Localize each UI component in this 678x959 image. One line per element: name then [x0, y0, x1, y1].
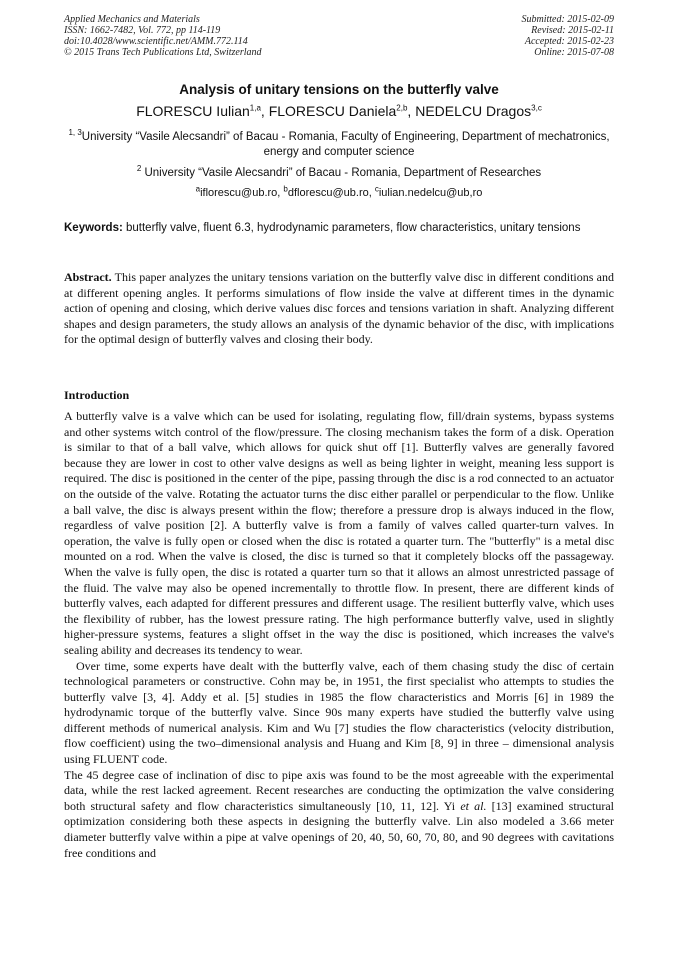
email-sup: b [283, 184, 288, 194]
journal-name: Applied Mechanics and Materials [64, 14, 200, 25]
journal-info-header [64, 14, 262, 58]
intro-paragraph-3-emphasis: et al. [460, 798, 487, 813]
author-sup: 1,a [249, 103, 261, 113]
author-name: FLORESCU Daniela [268, 103, 397, 119]
intro-paragraph-3-text-cont: [13] examined structural optimization considering both these aspects in designing the butterfly valve. Lin also modeled a 3.66 meter diameter butterfly valve within a pipe at valve openings of 20, 40, 50, 60, 70, 80, and 90 degrees with cavitations free conditions and [64, 798, 614, 860]
date-submitted: Submitted: 2015-02-09 [521, 14, 614, 25]
abstract-text: This paper analyzes the unitary tensions variation on the butterfly valve disc in different conditions and at different opening angles. It performs simulations of flow inside the valve at different times in the dynamic action of opening and closing, which derive values disc forces and tensions variation in shaft. Analyzing different shapes and design parameters, the study allows an analysis of the dynamic behavior of the disc, with implications for the optimal design of butterfly valves and closing their body. [64, 270, 614, 347]
intro-paragraph-3 [64, 768, 614, 862]
journal-copyright: © 2015 Trans Tech Publications Ltd, Switzerland [64, 47, 262, 58]
affiliation-1 [64, 130, 614, 160]
author-sup: 2,b [396, 103, 408, 113]
email-sup: a [195, 184, 201, 194]
journal-doi: doi:10.4028/www.scientific.net/AMM.772.114 [64, 36, 248, 47]
email-link[interactable]: iulian.nedelcu@ub,ro [378, 187, 483, 199]
affiliation-text: University “Vasile Alecsandri” of Bacau - Romania, Faculty of Engineering, Department of mechatronics, energy and computer science [81, 131, 610, 158]
author-name: NEDELCU Dragos [415, 103, 532, 119]
abstract-label: Abstract. [64, 270, 112, 284]
date-accepted: Accepted: 2015-02-23 [524, 36, 614, 47]
date-revised: Revised: 2015-02-11 [531, 25, 614, 36]
section-heading-introduction: Introduction [64, 388, 130, 402]
dates-header [522, 14, 615, 58]
keywords-block [64, 221, 614, 236]
affiliation-sup: 2 [136, 164, 142, 174]
intro-paragraph-3-text: The 45 degree case of inclination of disc to pipe axis was found to be the most agreeable with the experimental data, while the rest lacked agreement. Recent researches are conducting the optimization the valve considering both structural safety and flow characteristics simultaneously [10, 11, 12]. Yi [64, 767, 614, 813]
keywords-label: Keywords: [64, 222, 123, 234]
paper-title: Analysis of unitary tensions on the butterfly valve [179, 82, 499, 97]
author-emails: $^a$iflorescu@ub.ro, $^b$dflorescu@ub.ro, $^c$iulian.nedelcu@ub,ro [195, 184, 483, 199]
affiliation-sup: 1, 3 [68, 128, 82, 138]
email-sup: c [374, 184, 379, 194]
affiliation-2 [64, 166, 614, 181]
author-list: FLORESCU Iulian$^{1,a}$, FLORESCU Daniela$^{2,b}$, NEDELCU Dragos$^{3,c}$ [136, 103, 542, 119]
author-sup: 3,c [531, 103, 542, 113]
affiliation-text: University “Vasile Alecsandri” of Bacau - Romania, Department of Researches [141, 167, 542, 179]
email-link[interactable]: iflorescu@ub.ro [200, 187, 278, 199]
abstract-block [64, 270, 614, 348]
intro-paragraph-1: A butterfly valve is a valve which can be used for isolating, regulating flow, fill/drain systems, bypass systems and other systems witch control of the flow/pressure. The closing mechanism takes the form of a disk. Operation is similar to that of a ball valve, which allows for quick shut off [1]. Butterfly valves are generally favored because they are lower in cost to other valve designs as well as being lighter in weight, meaning less support is required. The disc is positioned in the center of the pipe, passing through the disc is a rod connected to an actuator on the outside of the valve. Rotating the actuator turns the disc either parallel or perpendicular to the flow. Unlike a ball valve, the disc is always present within the flow; therefore a pressure drop is always induced in the flow, regardless of valve position [2]. A butterfly valve is from a family of valves called quarter-turn valves. In operation, the valve is fully open or closed when the disc is rotated a quarter turn. The "butterfly" is a metal disc mounted on a rod. When the valve is closed, the disc is turned so that it completely blocks off the passageway. When the valve is fully open, the disc is rotated a quarter turn so that it allows an almost unrestricted passage of the fluid. The valve may also be opened incrementally to throttle flow. In present, there are different kinds of butterfly valves, each adapted for different pressures and different usage. The resilient butterfly valve, which uses the flexibility of rubber, has the lowest pressure rating. The high performance butterfly valve, used in slightly higher-pressure systems, features a slight offset in the way the disc is positioned, which increases the valve's sealing ability and decreases its tendency to wear. [64, 409, 614, 657]
date-online: Online: 2015-07-08 [534, 47, 614, 58]
author-name: FLORESCU Iulian [136, 103, 250, 119]
intro-paragraph-2: Over time, some experts have dealt with the butterfly valve, each of them chasing study the disc of certain technological parameters or constructive. Cohn may be, in 1951, the first specialist who attempts to studies the butterfly valve [3, 4]. Addy et al. [5] studies in 1985 the flow characteristics and Morris [6] in 1989 the hydrodynamic torque of the butterfly valve. Since 90s many experts have studied the butterfly valve using different methods of numerical analysis. Kim and Wu [7] studies the flow characteristics (velocity distribution, flow coefficient) using the two–dimensional analysis and Huang and Kim [8, 9] in three – dimensional analysis using FLUENT code. [64, 658, 614, 767]
introduction-body [64, 409, 614, 861]
keywords-text: butterfly valve, fluent 6.3, hydrodynamic parameters, flow characteristics, unitary tensions [122, 222, 581, 234]
email-link[interactable]: dflorescu@ub.ro [287, 187, 369, 199]
journal-issn: ISSN: 1662-7482, Vol. 772, pp 114-119 [64, 25, 221, 36]
